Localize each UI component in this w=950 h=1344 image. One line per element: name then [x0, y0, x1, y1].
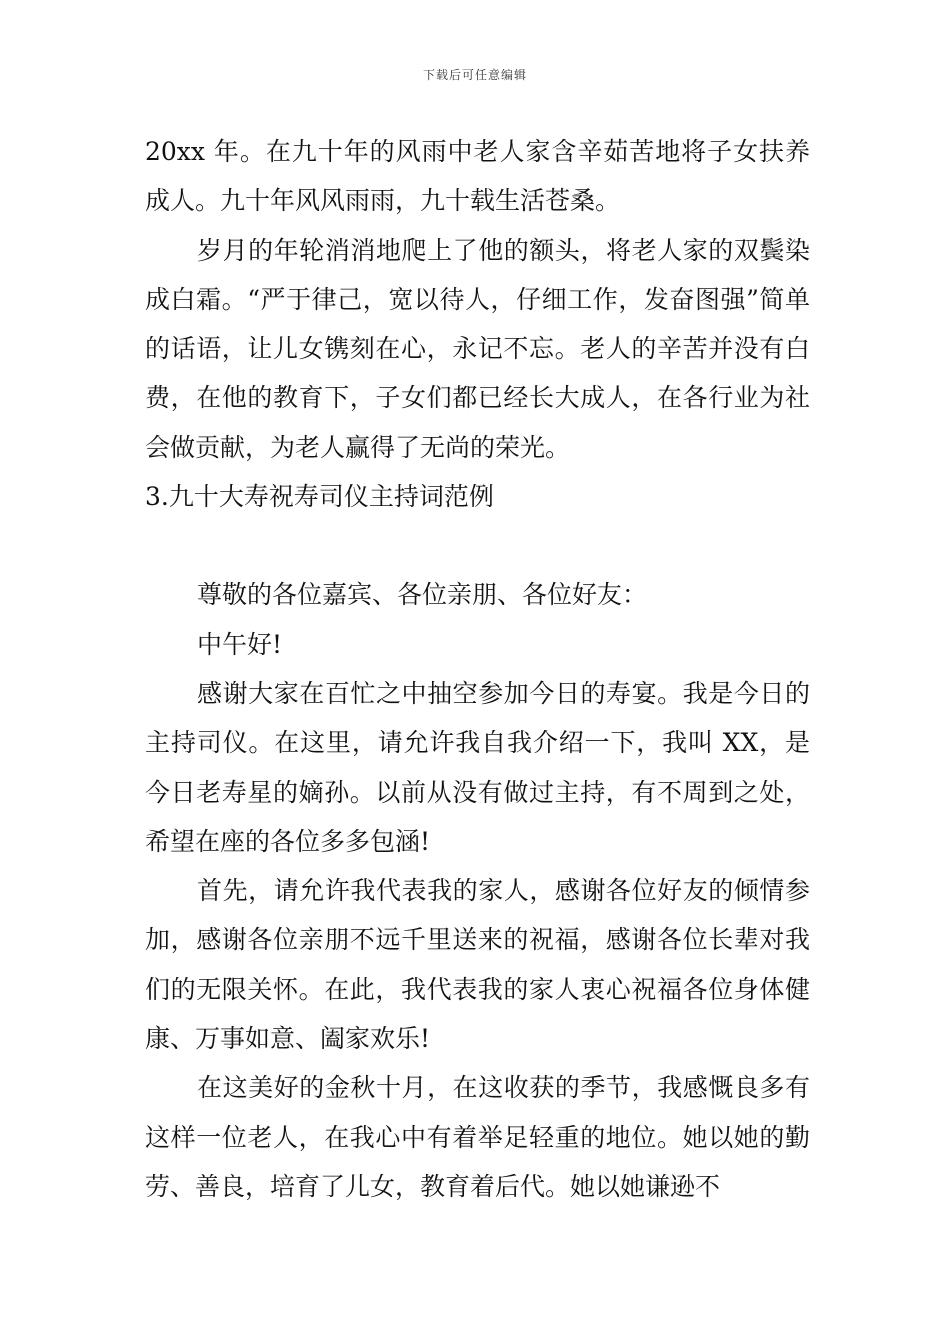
paragraph-1: 20xx 年。在九十年的风雨中老人家含辛茹苦地将子女扶养成人。九十年风风雨雨，九十载生活苍桑。: [145, 137, 810, 216]
paragraph-thanks: 首先，请允许我代表我的家人，感谢各位好友的倾情参加，感谢各位亲朋不远千里送来的祝福，感谢各位长辈对我们的无限关怀。在此，我代表我的家人衷心祝福各位身体健康、万事如意、阖家欢乐!: [145, 876, 810, 1054]
paragraph-intro: 感谢大家在百忙之中抽空参加今日的寿宴。我是今日的主持司仪。在这里，请允许我自我介绍一下，我叫 XX，是今日老寿星的嫡孙。以前从没有做过主持，有不周到之处，希望在座的各位多多包涵!: [145, 678, 810, 856]
paragraph-noon: 中午好!: [197, 629, 283, 659]
paragraph-greeting: 尊敬的各位嘉宾、各位亲朋、各位好友：: [197, 580, 648, 610]
section-heading: 3.九十大寿祝寿司仪主持词范例: [145, 482, 494, 512]
document-body: [145, 127, 810, 1211]
paragraph-2: 岁月的年轮消消地爬上了他的额头，将老人家的双鬓染成白霜。“严于律己，宽以待人，仔细工作，发奋图强”简单的话语，让儿女镌刻在心，永记不忘。老人的辛苦并没有白费，在他的教育下，子女们都已经长大成人，在各行业为社会做贡献，为老人赢得了无尚的荣光。: [145, 235, 810, 462]
paragraph-autumn: 在这美好的金秋十月，在这收获的季节，我感慨良多有这样一位老人，在我心中有着举足轻重的地位。她以她的勤劳、善良，培育了儿女，教育着后代。她以她谦逊不: [145, 1073, 810, 1201]
blank-line: [145, 521, 810, 570]
header-note: 下载后可任意编辑: [422, 68, 527, 82]
